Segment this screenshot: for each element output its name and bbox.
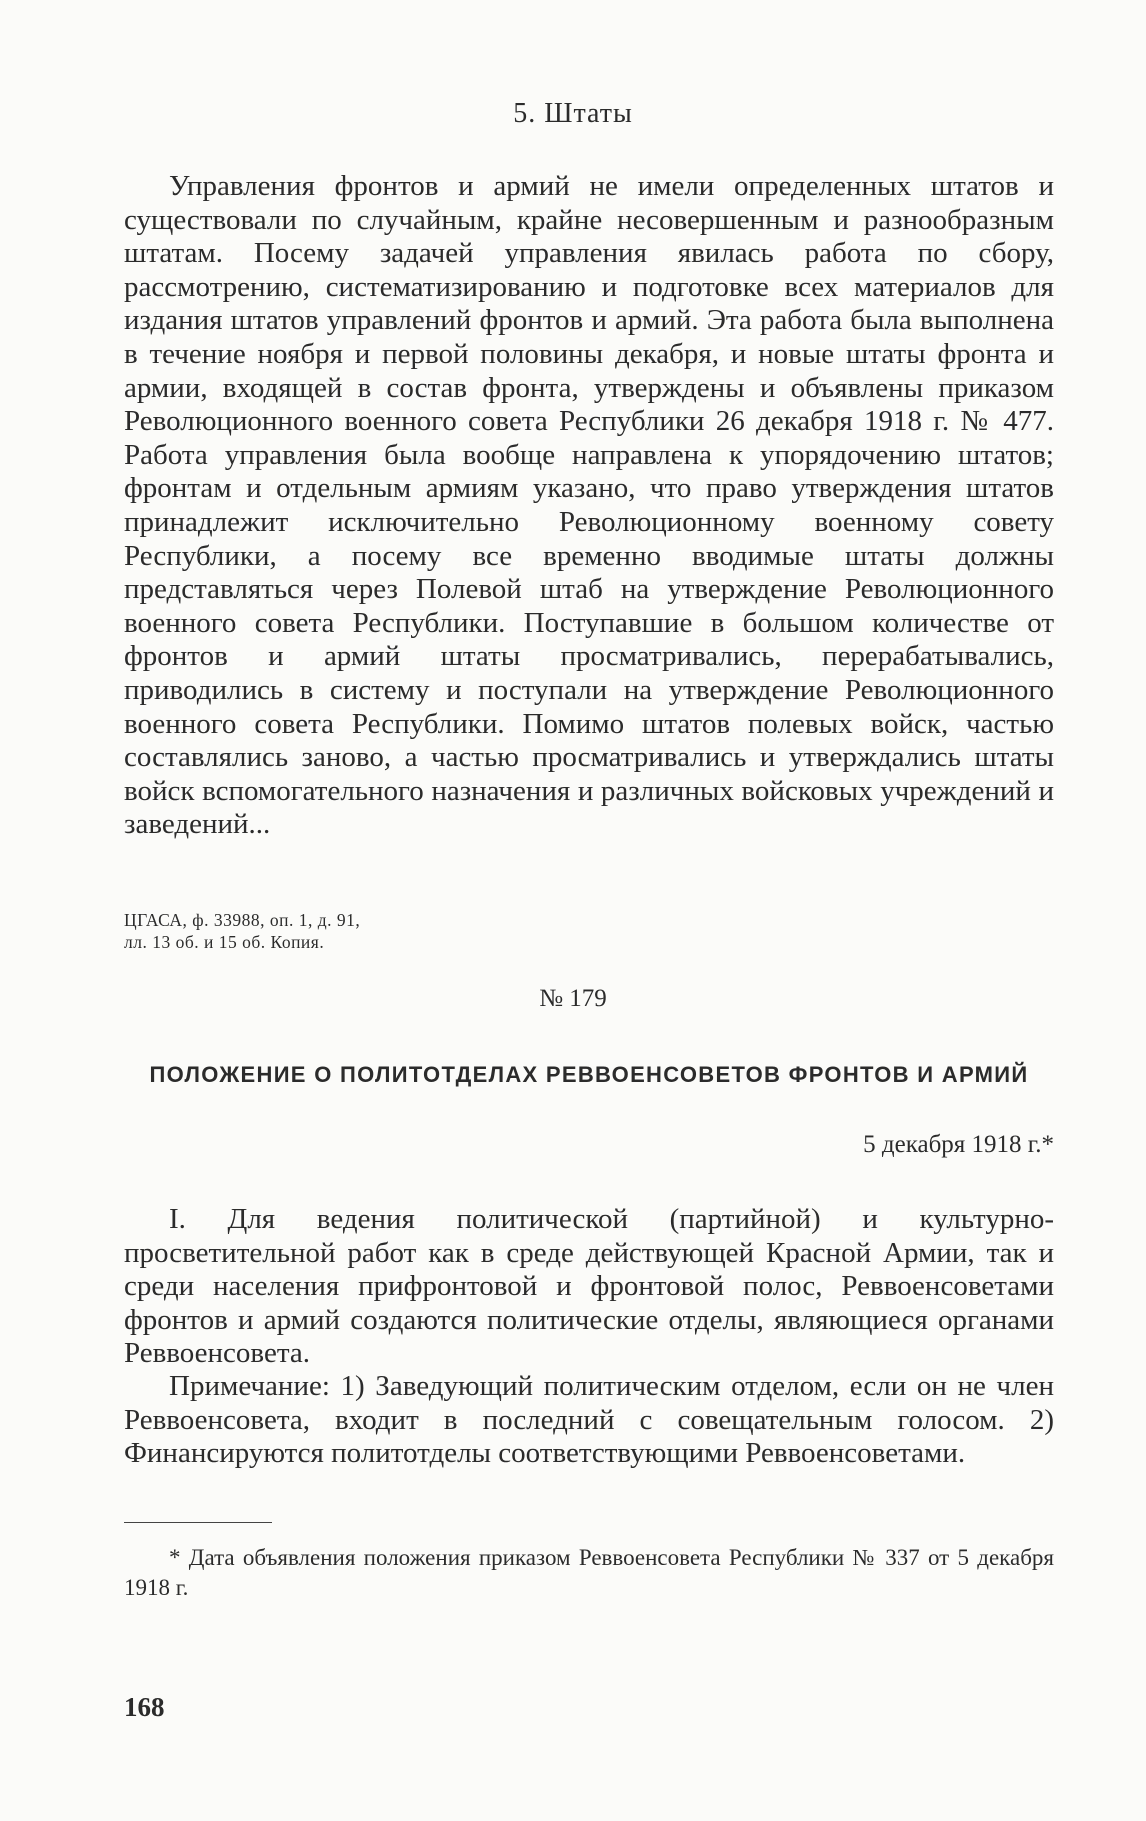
document-date: 5 декабря 1918 г.*	[863, 1131, 1054, 1158]
source-line-1: ЦГАСА, ф. 33988, оп. 1, д. 91,	[124, 910, 361, 930]
section-heading: 5. Штаты	[513, 98, 633, 129]
footnote: * Дата объявления положения приказом Реввоенсовета Республики № 337 от 5 декабря 1918 г.	[124, 1545, 1054, 1600]
footnote-divider	[124, 1522, 272, 1523]
staffing-paragraph: Управления фронтов и армий не имели определенных штатов и существовали по случайным, крайне несовершенным и разнообразным штатам. Посему задачей управления явилась работа по сбору, рассмотрению, систематизированию и подготовке всех материалов для издания штатов управлений фронтов и армий. Эта работа была выполнена в течение ноября и первой половины декабря, и новые штаты фронта и армии, входящей в состав фронта, утверждены и объявлены приказом Революционного военного совета Республики 26 декабря 1918 г. № 477. Работа управления была вообще направлена к упорядочению штатов; фронтам и отдельным армиям указано, что право утверждения штатов принадлежит исключительно Революционному военному совету Республики, а посему все временно вводимые штаты должны представляться через Полевой штаб на утверждение Революционного военного совета Республики. Поступавшие в большом количестве от фронтов и армий штаты просматривались, перерабатывались, приводились в систему и поступали на утверждение Революционного военного совета Республики. Помимо штатов полевых войск, частью составлялись заново, а частью просматривались и утверждались штаты войск вспомогательного назначения и различных войсковых учреждений и заведений...	[124, 170, 1054, 841]
document-title: ПОЛОЖЕНИЕ О ПОЛИТОТДЕЛАХ РЕВВОЕНСОВЕТОВ ФРОНТОВ И АРМИЙ	[149, 1062, 1029, 1087]
regulation-note: Примечание: 1) Заведующий политическим отделом, если он не член Реввоенсовета, входит в последний с совещательным голосом. 2) Финансируются политотделы соответствующими Реввоенсоветами.	[124, 1370, 1054, 1470]
source-line-2: лл. 13 об. и 15 об. Копия.	[124, 932, 325, 952]
archive-source-citation	[124, 909, 1054, 953]
page-number: 168	[124, 1692, 165, 1722]
regulation-point-1: I. Для ведения политической (партийной) и культурно-просветительной работ как в среде действующей Красной Армии, так и среди населения прифронтовой и фронтовой полос, Реввоенсоветами фронтов и армий создаются политические отделы, являющиеся органами Реввоенсовета.	[124, 1203, 1054, 1370]
document-number: № 179	[539, 985, 607, 1012]
